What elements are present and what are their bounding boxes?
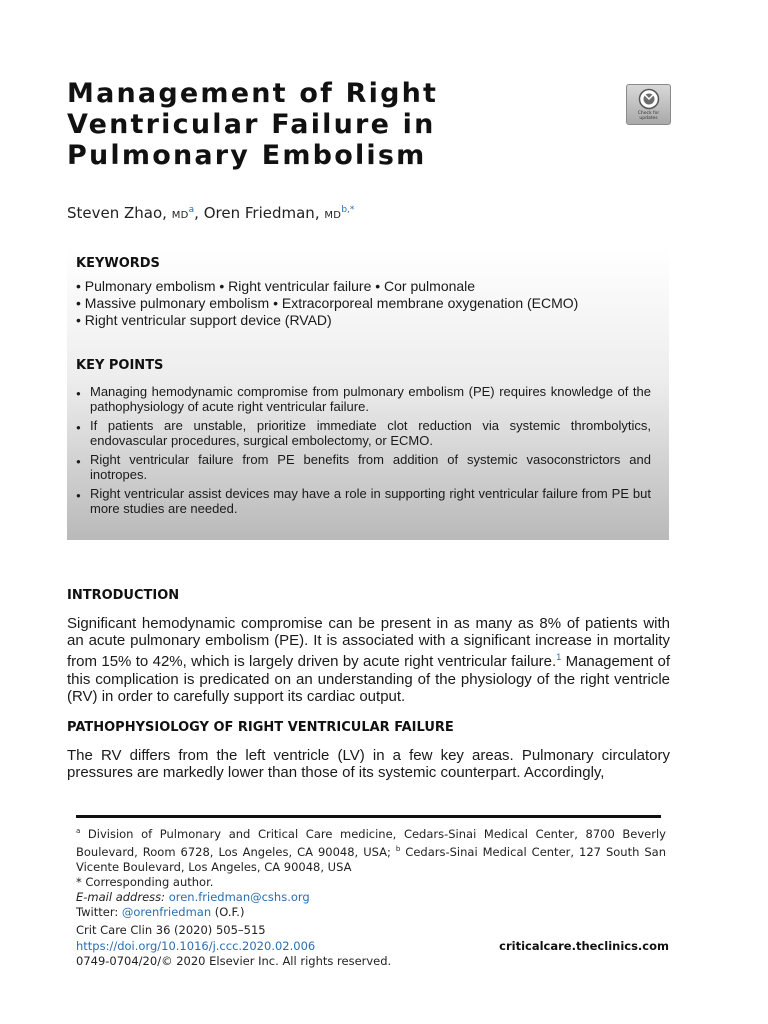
badge-label: Check for updates <box>637 111 660 121</box>
key-point-item: ● Right ventricular failure from PE benefits from addition of systemic vasoconstrictors and inotropes. <box>76 452 651 482</box>
author-1-affiliation-mark[interactable]: a <box>188 205 195 215</box>
title-line-2: Ventricular Failure in <box>67 109 436 140</box>
affiliation-a: Division of Pulmonary and Critical Care medicine, Cedars-Sinai Medical Center, 8700 Beverly Boulevard, Room 6728, Los Angeles, CA 90048, USA; <box>76 826 666 859</box>
copyright: 0749-0704/20/© 2020 Elsevier Inc. All rights reserved. <box>76 954 392 968</box>
citation: Crit Care Clin 36 (2020) 505–515 <box>76 923 266 937</box>
author-2-name: Oren Friedman, <box>203 204 320 222</box>
pathophysiology-heading: PATHOPHYSIOLOGY OF RIGHT VENTRICULAR FAILURE <box>67 720 454 735</box>
author-1-degree: MD <box>171 210 189 221</box>
affiliations <box>76 824 666 875</box>
twitter-link[interactable]: @orenfriedman <box>121 904 212 919</box>
author-2-degree: MD <box>324 210 342 221</box>
keyword-line: • Massive pulmonary embolism • Extracorporeal membrane oxygenation (ECMO) <box>76 295 579 311</box>
twitter-suffix: (O.F.) <box>211 904 245 919</box>
key-points-heading: KEY POINTS <box>76 358 164 373</box>
footnote-divider <box>76 815 661 818</box>
keywords-keypoints-box <box>67 248 669 540</box>
keywords-heading: KEYWORDS <box>76 256 160 271</box>
key-point-item: ● If patients are unstable, prioritize immediate clot reduction via systemic thrombolytics, endovascular procedures, surgical embolectomy, or ECMO. <box>76 418 651 448</box>
introduction-text-1: Significant hemodynamic compromise can be present in as many as 8% of patients with an acute pulmonary embolism (PE). It is associated with a significant increase in mortality from 15% to 42%, which is largely driven by acute right ventricular failure. <box>67 615 670 671</box>
title-line-1: Management of Right <box>67 78 439 109</box>
author-2-affiliation-mark[interactable]: b,* <box>341 205 355 215</box>
author-list <box>67 204 667 222</box>
keywords-list <box>76 278 661 329</box>
key-points-list <box>76 384 651 520</box>
pathophysiology-paragraph: The RV differs from the left ventricle (LV) in a few key areas. Pulmonary circulatory pressures are markedly lower than those of its systemic counterpart. Accordingly, <box>67 747 670 782</box>
author-1-name: Steven Zhao, <box>67 204 167 222</box>
affiliation-b-mark: b <box>395 844 401 853</box>
affiliation-a-mark: a <box>76 827 81 835</box>
introduction-paragraph <box>67 615 670 705</box>
key-point-item: ● Right ventricular assist devices may have a role in supporting right ventricular failure from PE but more studies are needed. <box>76 486 651 516</box>
email-link[interactable]: oren.friedman@cshs.org <box>168 889 310 904</box>
check-for-updates-badge[interactable] <box>626 84 671 125</box>
affiliation-b: Cedars-Sinai Medical Center, 127 South San Vicente Boulevard, Los Angeles, CA 90048, USA <box>76 844 666 874</box>
corresponding-author: * Corresponding author. <box>76 874 214 889</box>
website-link[interactable]: criticalcare.theclinics.com <box>499 939 669 953</box>
twitter-label: Twitter: <box>76 904 119 919</box>
introduction-heading: INTRODUCTION <box>67 588 180 603</box>
introduction-text-2: Management of this complication is predicated on an understanding of the physiology of the right ventricle (RV) in order to carefully support its cardiac output. <box>67 653 671 705</box>
check-for-updates-icon <box>638 88 660 110</box>
reference-link[interactable]: 1 <box>556 652 562 663</box>
keyword-line: • Pulmonary embolism • Right ventricular failure • Cor pulmonale <box>76 278 476 294</box>
keyword-line: • Right ventricular support device (RVAD) <box>76 312 332 328</box>
twitter-line <box>76 905 666 920</box>
email-line <box>76 890 666 905</box>
article-title <box>67 78 587 171</box>
footnotes <box>76 824 666 920</box>
author-separator: , <box>194 204 199 222</box>
email-label: E-mail address: <box>76 889 166 904</box>
doi-link[interactable]: https://doi.org/10.1016/j.ccc.2020.02.006 <box>76 938 316 953</box>
title-line-3: Pulmonary Embolism <box>67 140 427 171</box>
key-point-item: ● Managing hemodynamic compromise from pulmonary embolism (PE) requires knowledge of the pathophysiology of acute right ventricular failure. <box>76 384 651 414</box>
